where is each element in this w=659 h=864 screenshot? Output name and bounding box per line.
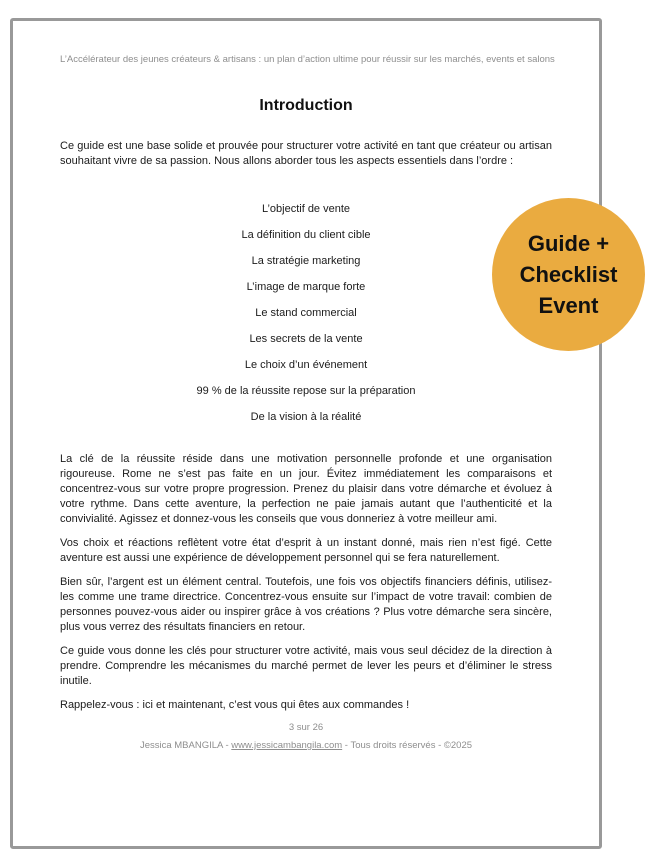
topic-item: Le choix d’un événement [244,359,368,371]
intro-paragraph: Ce guide est une base solide et prouvée pour structurer votre activité en tant que créateur ou artisan souhaitant vivre de sa passion. Nous allons aborder tous les aspects essentiels dans l’ordre : [60,140,552,167]
topic-item: L’objectif de vente [261,203,351,215]
topic-item: De la vision à la réalité [250,411,362,423]
running-header: L’Accélérateur des jeunes créateurs & artisans : un plan d’action ultime pour réussir sur les marchés, events et salons [60,54,555,65]
topics-list [60,196,552,430]
topic-item: Le stand commercial [255,307,357,319]
topic-item: 99 % de la réussite repose sur la préparation [196,385,416,397]
footer-credit [60,740,552,751]
body-paragraph: Rappelez-vous : ici et maintenant, c’est vous qui êtes aux commandes ! [60,699,410,711]
badge-line-2: Checklist [519,262,618,287]
footer-author: Jessica MBANGILA - [139,740,232,751]
footer-rights: - Tous droits réservés - ©2025 [342,740,473,751]
topic-item: L’image de marque forte [246,281,366,293]
footer-link[interactable]: www.jessicambangila.com [231,740,343,751]
body-paragraph: Bien sûr, l’argent est un élément central. Toutefois, une fois vos objectifs financiers définis, utilisez-les comme une trame directrice. Concentrez-vous ensuite sur l’impact de votre travail: combien de personnes pouvez-vous aider ou inspirer grâce à vos créations ? Plus votre démarche sera sincère, plus vous verrez des résultats financiers en retour. [60,576,552,633]
topic-item: La définition du client cible [241,229,371,241]
body-paragraph: Vos choix et réactions reflètent votre état d’esprit à un instant donné, mais rien n’est figé. Cette aventure est aussi une expérience de développement personnel qui se fera naturellement. [60,537,552,564]
page-title: Introduction [259,97,353,114]
body-paragraph: Ce guide vous donne les clés pour structurer votre activité, mais vous seul décidez de la direction à prendre. Comprendre les mécanismes du marché permet de lever les peurs et d’éliminer le stress inutile. [60,645,552,687]
body-paragraph: La clé de la réussite réside dans une motivation personnelle profonde et une organisation rigoureuse. Rome ne s’est pas faite en un jour. Évitez immédiatement les comparaisons et concentrez-vous sur votre propre progression. Prenez du plaisir dans votre démarche et évoluez à votre rythme. Dans cette aventure, la perfection ne paie jamais autant que l’authenticité et la convivialité. Agissez et donnez-vous les conseils que vous donneriez à votre meilleur ami. [60,453,552,525]
topic-item: La stratégie marketing [251,255,361,267]
page-number: 3 sur 26 [288,722,324,733]
topic-item: Les secrets de la vente [249,333,363,345]
body-paragraphs [60,452,552,713]
badge-line-1: Guide + [527,231,610,256]
badge-circle [492,198,645,351]
badge-line-3: Event [538,293,599,318]
document-page [10,18,602,849]
